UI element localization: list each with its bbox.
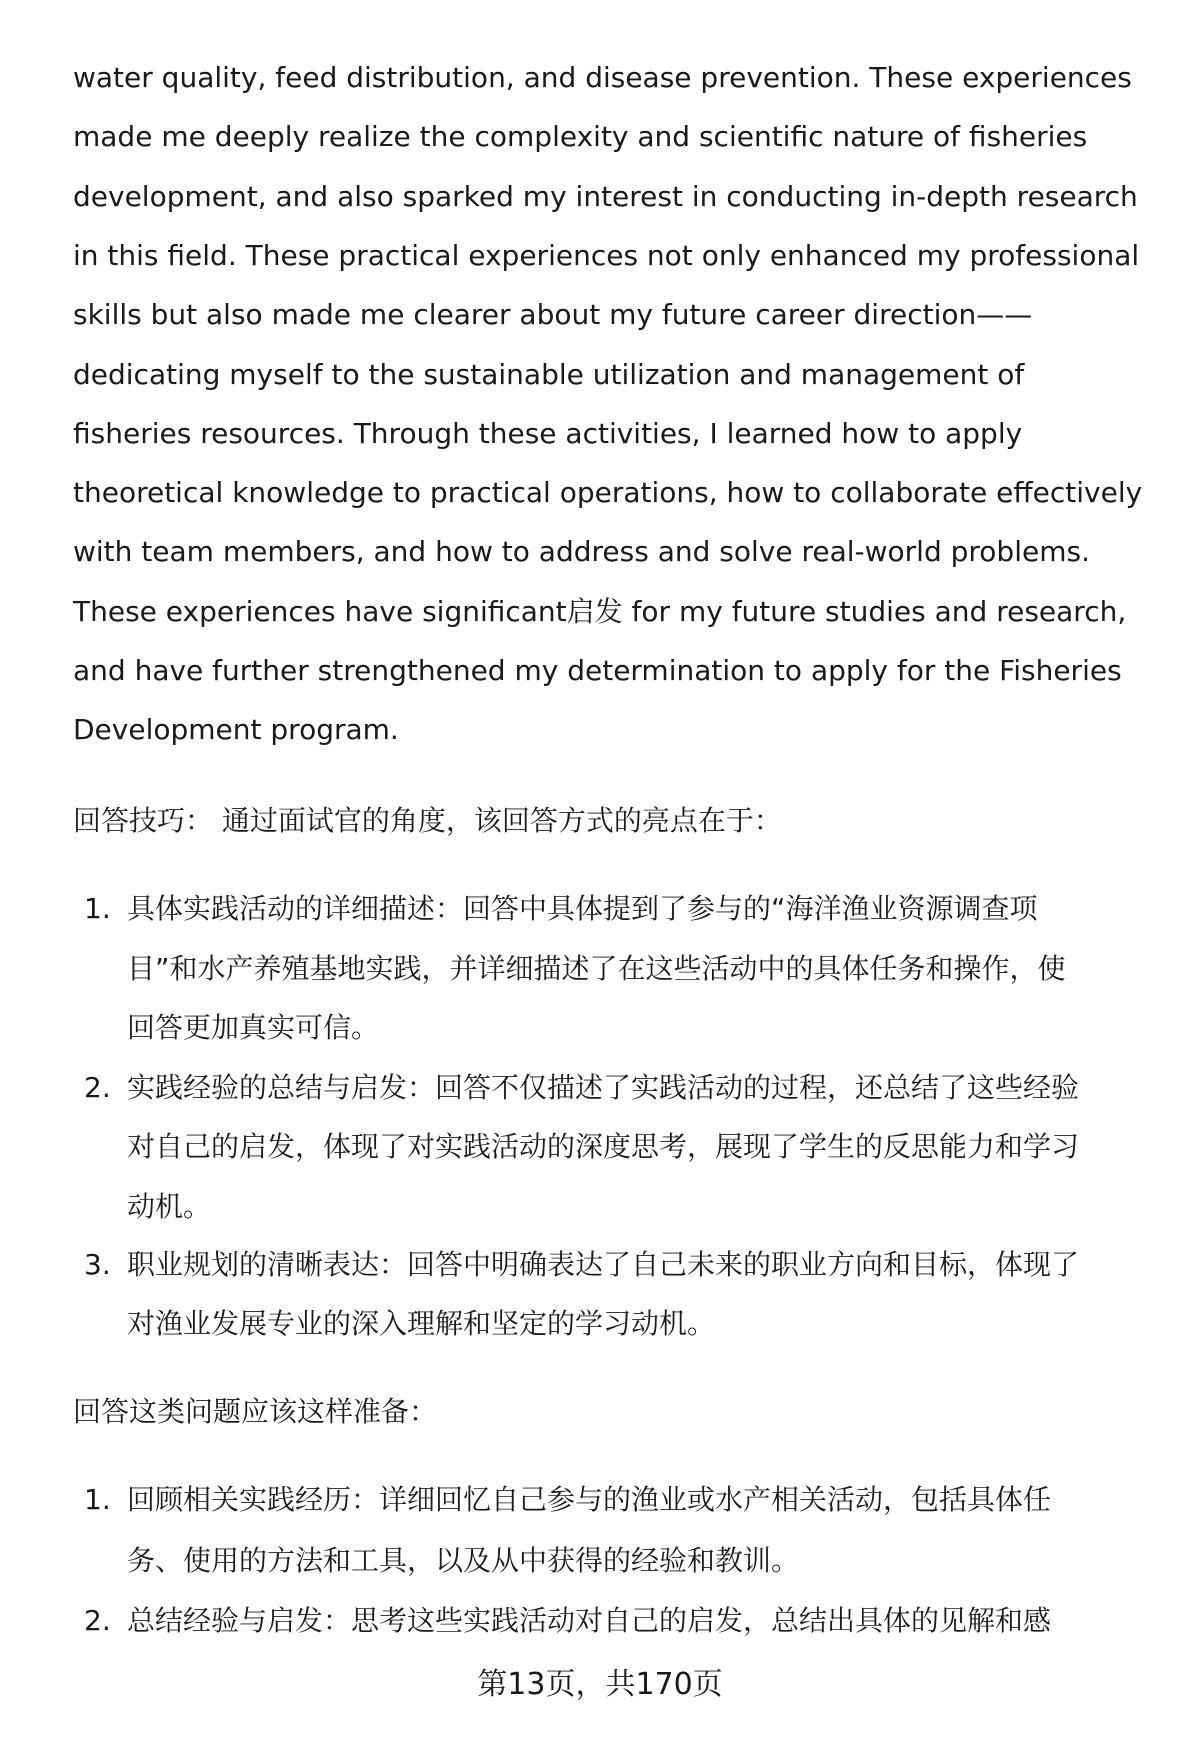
list-number: 2. (84, 1071, 111, 1104)
list-number: 1. (84, 1483, 111, 1516)
paragraph-line: and have further strengthened my determination to apply for the Fisheries (73, 654, 1122, 687)
list-item-line: 目”和水产养殖基地实践，并详细描述了在这些活动中的具体任务和操作，使 (127, 952, 1066, 985)
list-number: 1. (84, 892, 111, 925)
paragraph-line: These experiences have significant启发 for my future studies and research, (73, 594, 1127, 628)
list-item-line: 回顾相关实践经历：详细回忆自己参与的渔业或水产相关活动，包括具体任 (127, 1483, 1052, 1516)
paragraph-line: Development program. (73, 713, 399, 747)
tips-heading: 回答技巧： 通过面试官的角度，该回答方式的亮点在于： (73, 804, 782, 837)
paragraph-line: water quality, feed distribution, and disease prevention. These experiences (73, 61, 1132, 94)
paragraph-line: dedicating myself to the sustainable utilization and management of (73, 357, 1025, 391)
list-item-line: 动机。 (127, 1190, 212, 1223)
list-item-line: 务、使用的方法和工具，以及从中获得的经验和教训。 (127, 1544, 800, 1577)
prep-heading: 回答这类问题应该这样准备： (73, 1395, 438, 1428)
list-item-line: 对自己的启发，体现了对实践活动的深度思考，展现了学生的反思能力和学习 (127, 1130, 1080, 1163)
list-item-line: 具体实践活动的详细描述：回答中具体提到了参与的“海洋渔业资源调查项 (127, 892, 1038, 925)
list-number: 3. (84, 1248, 111, 1281)
paragraph-line: theoretical knowledge to practical operations, how to collaborate effectively (73, 476, 1143, 510)
paragraph-line: with team members, and how to address and solve real-world problems. (73, 535, 1090, 569)
paragraph-line: made me deeply realize the complexity and scientific nature of fisheries (73, 120, 1088, 154)
paragraph-line: development, and also sparked my interest in conducting in-depth research (73, 179, 1138, 213)
list-item-line: 回答更加真实可信。 (127, 1011, 380, 1044)
list-item-line: 职业规划的清晰表达：回答中明确表达了自己未来的职业方向和目标，体现了 (127, 1248, 1080, 1281)
paragraph-line: skills but also made me clearer about my future career direction—— (73, 298, 1033, 332)
list-number: 2. (84, 1604, 111, 1637)
list-item-line: 实践经验的总结与启发：回答不仅描述了实践活动的过程，还总结了这些经验 (127, 1071, 1080, 1104)
paragraph-line: fisheries resources. Through these activities, I learned how to apply (73, 416, 1023, 450)
list-item-line: 对渔业发展专业的深入理解和坚定的学习动机。 (127, 1307, 716, 1340)
list-item-line: 总结经验与启发：思考这些实践活动对自己的启发，总结出具体的见解和感 (127, 1604, 1052, 1637)
page-number: 第13页，共170页 (477, 1667, 723, 1702)
paragraph-line: in this field. These practical experiences not only enhanced my professional (73, 238, 1140, 272)
